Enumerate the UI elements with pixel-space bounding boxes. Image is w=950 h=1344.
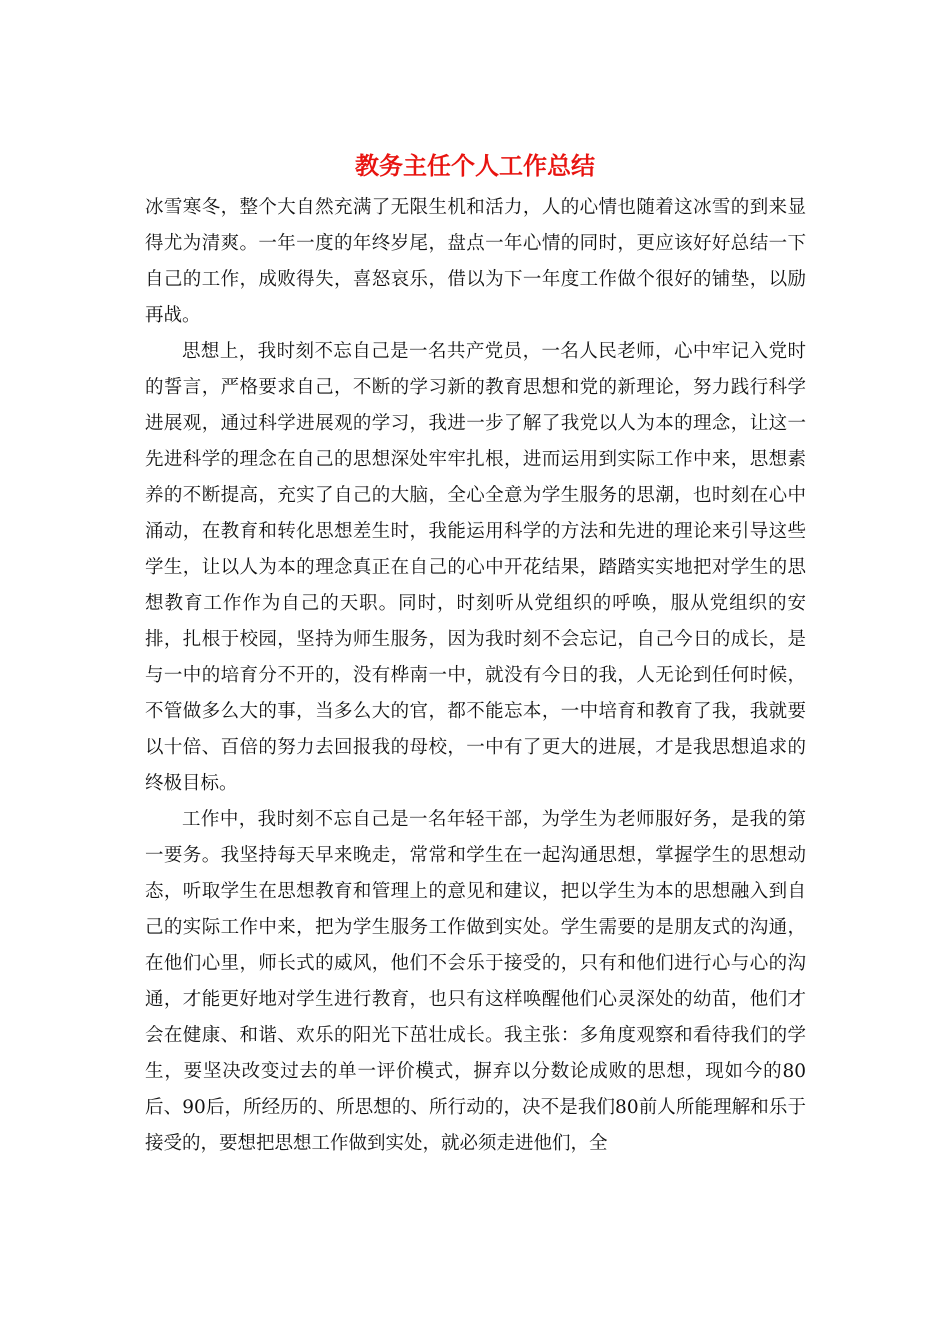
paragraph-intro: 冰雪寒冬，整个大自然充满了无限生机和活力，人的心情也随着这冰雪的到来显得尤为清爽。一年一度的年终岁尾，盘点一年心情的同时，更应该好好总结一下自己的工作，成败得失，喜怒哀乐，借以为下一年度工作做个很好的铺垫，以励再战。: [145, 197, 806, 326]
document-body: [145, 190, 806, 1162]
paragraph-work: 工作中，我时刻不忘自己是一名年轻干部，为学生为老师服好务，是我的第一要务。我坚持每天早来晚走，常常和学生在一起沟通思想，掌握学生的思想动态，听取学生在思想教育和管理上的意见和建议，把以学生为本的思想融入到自己的实际工作中来，把为学生服务工作做到实处。学生需要的是朋友式的沟通，在他们心里，师长式的威风，他们不会乐于接受的，只有和他们进行心与心的沟通，才能更好地对学生进行教育，也只有这样唤醒他们心灵深处的幼苗，他们才会在健康、和谐、欢乐的阳光下茁壮成长。我主张：多角度观察和看待我们的学生，要坚决改变过去的单一评价模式，摒弃以分数论成败的思想，现如今的80后、90后，所经历的、所思想的、所行动的，决不是我们80前人所能理解和乐于接受的，要想把思想工作做到实处，就必须走进他们，全: [145, 809, 806, 1154]
paragraph-thought: 思想上，我时刻不忘自己是一名共产党员，一名人民老师，心中牢记入党时的誓言，严格要求自己，不断的学习新的教育思想和党的新理论，努力践行科学进展观，通过科学进展观的学习，我进一步了解了我党以人为本的理念，让这一先进科学的理念在自己的思想深处牢牢扎根，进而运用到实际工作中来，思想素养的不断提高，充实了自己的大脑，全心全意为学生服务的思潮，也时刻在心中涌动，在教育和转化思想差生时，我能运用科学的方法和先进的理论来引导这些学生，让以人为本的理念真正在自己的心中开花结果，踏踏实实地把对学生的思想教育工作作为自己的天职。同时，时刻听从党组织的呼唤，服从党组织的安排，扎根于校园，坚持为师生服务，因为我时刻不会忘记，自己今日的成长，是与一中的培育分不开的，没有桦南一中，就没有今日的我，人无论到任何时候，不管做多么大的事，当多么大的官，都不能忘本，一中培育和教育了我，我就要以十倍、百倍的努力去回报我的母校，一中有了更大的进展，才是我思想追求的终极目标。: [145, 341, 806, 794]
document-title: 教务主任个人工作总结: [355, 151, 595, 180]
